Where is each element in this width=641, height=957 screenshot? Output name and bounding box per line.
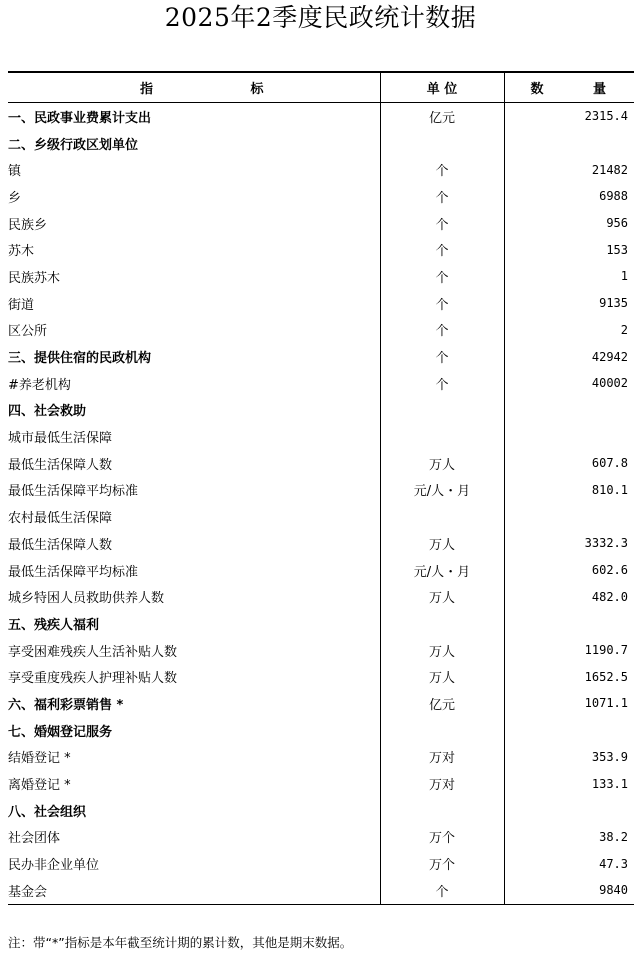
table-row: [8, 130, 634, 157]
unit-cell: 个: [380, 156, 504, 183]
indicator-cell: 一、民政事业费累计支出: [8, 103, 380, 130]
unit-cell: [380, 397, 504, 424]
indicator-cell: 四、社会救助: [8, 397, 380, 424]
table-row: [8, 663, 634, 690]
table-row: [8, 103, 634, 130]
unit-cell: [380, 717, 504, 744]
quantity-cell: [504, 130, 634, 157]
unit-cell: 亿元: [380, 103, 504, 130]
table-row: [8, 477, 634, 504]
table-row: [8, 317, 634, 344]
indicator-cell: 三、提供住宿的民政机构: [8, 343, 380, 370]
statistics-table: [8, 71, 634, 905]
indicator-cell: 民族乡: [8, 210, 380, 237]
header-quantity-left: 数: [530, 82, 544, 97]
indicator-cell: 街道: [8, 290, 380, 317]
table-row: [8, 290, 634, 317]
quantity-cell: 153: [606, 242, 628, 257]
quantity-cell: [504, 717, 634, 744]
unit-cell: 个: [380, 210, 504, 237]
table-row: [8, 583, 634, 610]
unit-cell: 个: [380, 370, 504, 397]
table-row: [8, 557, 634, 584]
indicator-cell: #养老机构: [8, 370, 380, 397]
quantity-cell: 6988: [599, 189, 628, 204]
quantity-cell: 2315.4: [584, 109, 628, 124]
table-row: [8, 450, 634, 477]
unit-cell: 万对: [380, 744, 504, 771]
table-row: [8, 263, 634, 290]
quantity-cell: [504, 797, 634, 824]
table-row: [8, 503, 634, 530]
indicator-cell: 最低生活保障平均标准: [8, 557, 380, 584]
table-row: [8, 236, 634, 263]
indicator-cell: 最低生活保障人数: [8, 450, 380, 477]
table-body: [8, 103, 634, 905]
unit-cell: 个: [380, 290, 504, 317]
page-title: 2025年2季度民政统计数据: [164, 3, 477, 32]
quantity-cell: 353.9: [591, 749, 628, 764]
unit-cell: 个: [380, 317, 504, 344]
table-row: [8, 343, 634, 370]
unit-cell: 万人: [380, 663, 504, 690]
indicator-cell: 七、婚姻登记服务: [8, 717, 380, 744]
indicator-cell: 最低生活保障平均标准: [8, 477, 380, 504]
unit-cell: 万人: [380, 637, 504, 664]
quantity-cell: 47.3: [599, 856, 628, 871]
quantity-cell: 9840: [504, 877, 634, 904]
unit-cell: [380, 503, 504, 530]
quantity-cell: 42942: [591, 349, 628, 364]
indicator-cell: 民族苏木: [8, 263, 380, 290]
indicator-cell: 区公所: [8, 317, 380, 344]
quantity-cell: 482.0: [591, 589, 628, 604]
table-row: [8, 423, 634, 450]
quantity-cell: [504, 610, 634, 637]
unit-cell: [380, 130, 504, 157]
table-row: [8, 717, 634, 744]
quantity-cell: 1652.5: [584, 669, 628, 684]
table-row: [8, 610, 634, 637]
table-row: [8, 797, 634, 824]
unit-cell: [380, 423, 504, 450]
table-row: [8, 183, 634, 210]
table-row: [8, 877, 634, 904]
unit-cell: 元/人・月: [380, 557, 504, 584]
quantity-cell: [504, 423, 634, 450]
unit-cell: 个: [380, 343, 504, 370]
indicator-cell: 享受重度残疾人护理补贴人数: [8, 663, 380, 690]
quantity-cell: 607.8: [591, 456, 628, 471]
quantity-cell: 2: [620, 322, 628, 337]
unit-cell: 个: [380, 236, 504, 263]
quantity-cell: 1: [620, 269, 628, 284]
header-indicator: [8, 72, 380, 103]
unit-cell: 万人: [380, 530, 504, 557]
quantity-cell: 21482: [591, 162, 628, 177]
quantity-cell: 38.2: [599, 829, 628, 844]
unit-cell: 个: [380, 263, 504, 290]
unit-cell: 亿元: [380, 690, 504, 717]
quantity-cell: 1071.1: [584, 696, 628, 711]
indicator-cell: 城乡特困人员救助供养人数: [8, 583, 380, 610]
table-row: [8, 744, 634, 771]
indicator-cell: 结婚登记 *: [8, 744, 380, 771]
indicator-cell: 六、福利彩票销售 *: [8, 690, 380, 717]
table-row: [8, 397, 634, 424]
indicator-cell: 离婚登记 *: [8, 770, 380, 797]
quantity-cell: [504, 397, 634, 424]
table-row: [8, 156, 634, 183]
table-row: [8, 824, 634, 851]
unit-cell: 万个: [380, 850, 504, 877]
indicator-cell: 镇: [8, 156, 380, 183]
indicator-cell: 最低生活保障人数: [8, 530, 380, 557]
indicator-cell: 二、乡级行政区划单位: [8, 130, 380, 157]
header-quantity-right: 量: [592, 82, 606, 97]
unit-cell: [380, 797, 504, 824]
unit-cell: 万个: [380, 824, 504, 851]
indicator-cell: 基金会: [8, 877, 380, 904]
unit-cell: 个: [380, 183, 504, 210]
header-indicator-left: 指: [140, 82, 154, 97]
indicator-cell: 乡: [8, 183, 380, 210]
quantity-cell: 602.6: [591, 563, 628, 578]
header-quantity: [504, 72, 634, 103]
indicator-cell: 社会团体: [8, 824, 380, 851]
unit-cell: 万对: [380, 770, 504, 797]
indicator-cell: 八、社会组织: [8, 797, 380, 824]
unit-cell: [380, 610, 504, 637]
table-row: [8, 210, 634, 237]
table-row: [8, 850, 634, 877]
quantity-cell: 3332.3: [584, 536, 628, 551]
table-row: [8, 770, 634, 797]
quantity-cell: 1190.7: [584, 643, 628, 658]
table-row: [8, 370, 634, 397]
indicator-cell: 城市最低生活保障: [8, 423, 380, 450]
indicator-cell: 享受困难残疾人生活补贴人数: [8, 637, 380, 664]
unit-cell: 万人: [380, 583, 504, 610]
unit-cell: 个: [380, 877, 504, 904]
table-row: [8, 530, 634, 557]
header-indicator-right: 标: [250, 82, 264, 97]
quantity-cell: 9135: [599, 296, 628, 311]
table-row: [8, 690, 634, 717]
indicator-cell: 农村最低生活保障: [8, 503, 380, 530]
quantity-cell: 133.1: [591, 776, 628, 791]
unit-cell: 万人: [380, 450, 504, 477]
footnote: 注：带“*”指标是本年截至统计期的累计数，其他是期末数据。: [8, 935, 353, 950]
indicator-cell: 苏木: [8, 236, 380, 263]
quantity-cell: 40002: [591, 376, 628, 391]
table-row: [8, 637, 634, 664]
table-header-row: [8, 72, 634, 103]
quantity-cell: [504, 503, 634, 530]
indicator-cell: 民办非企业单位: [8, 850, 380, 877]
quantity-cell: 956: [606, 216, 628, 231]
header-unit: 单 位: [380, 72, 504, 103]
quantity-cell: 810.1: [591, 482, 628, 497]
unit-cell: 元/人・月: [380, 477, 504, 504]
indicator-cell: 五、残疾人福利: [8, 610, 380, 637]
